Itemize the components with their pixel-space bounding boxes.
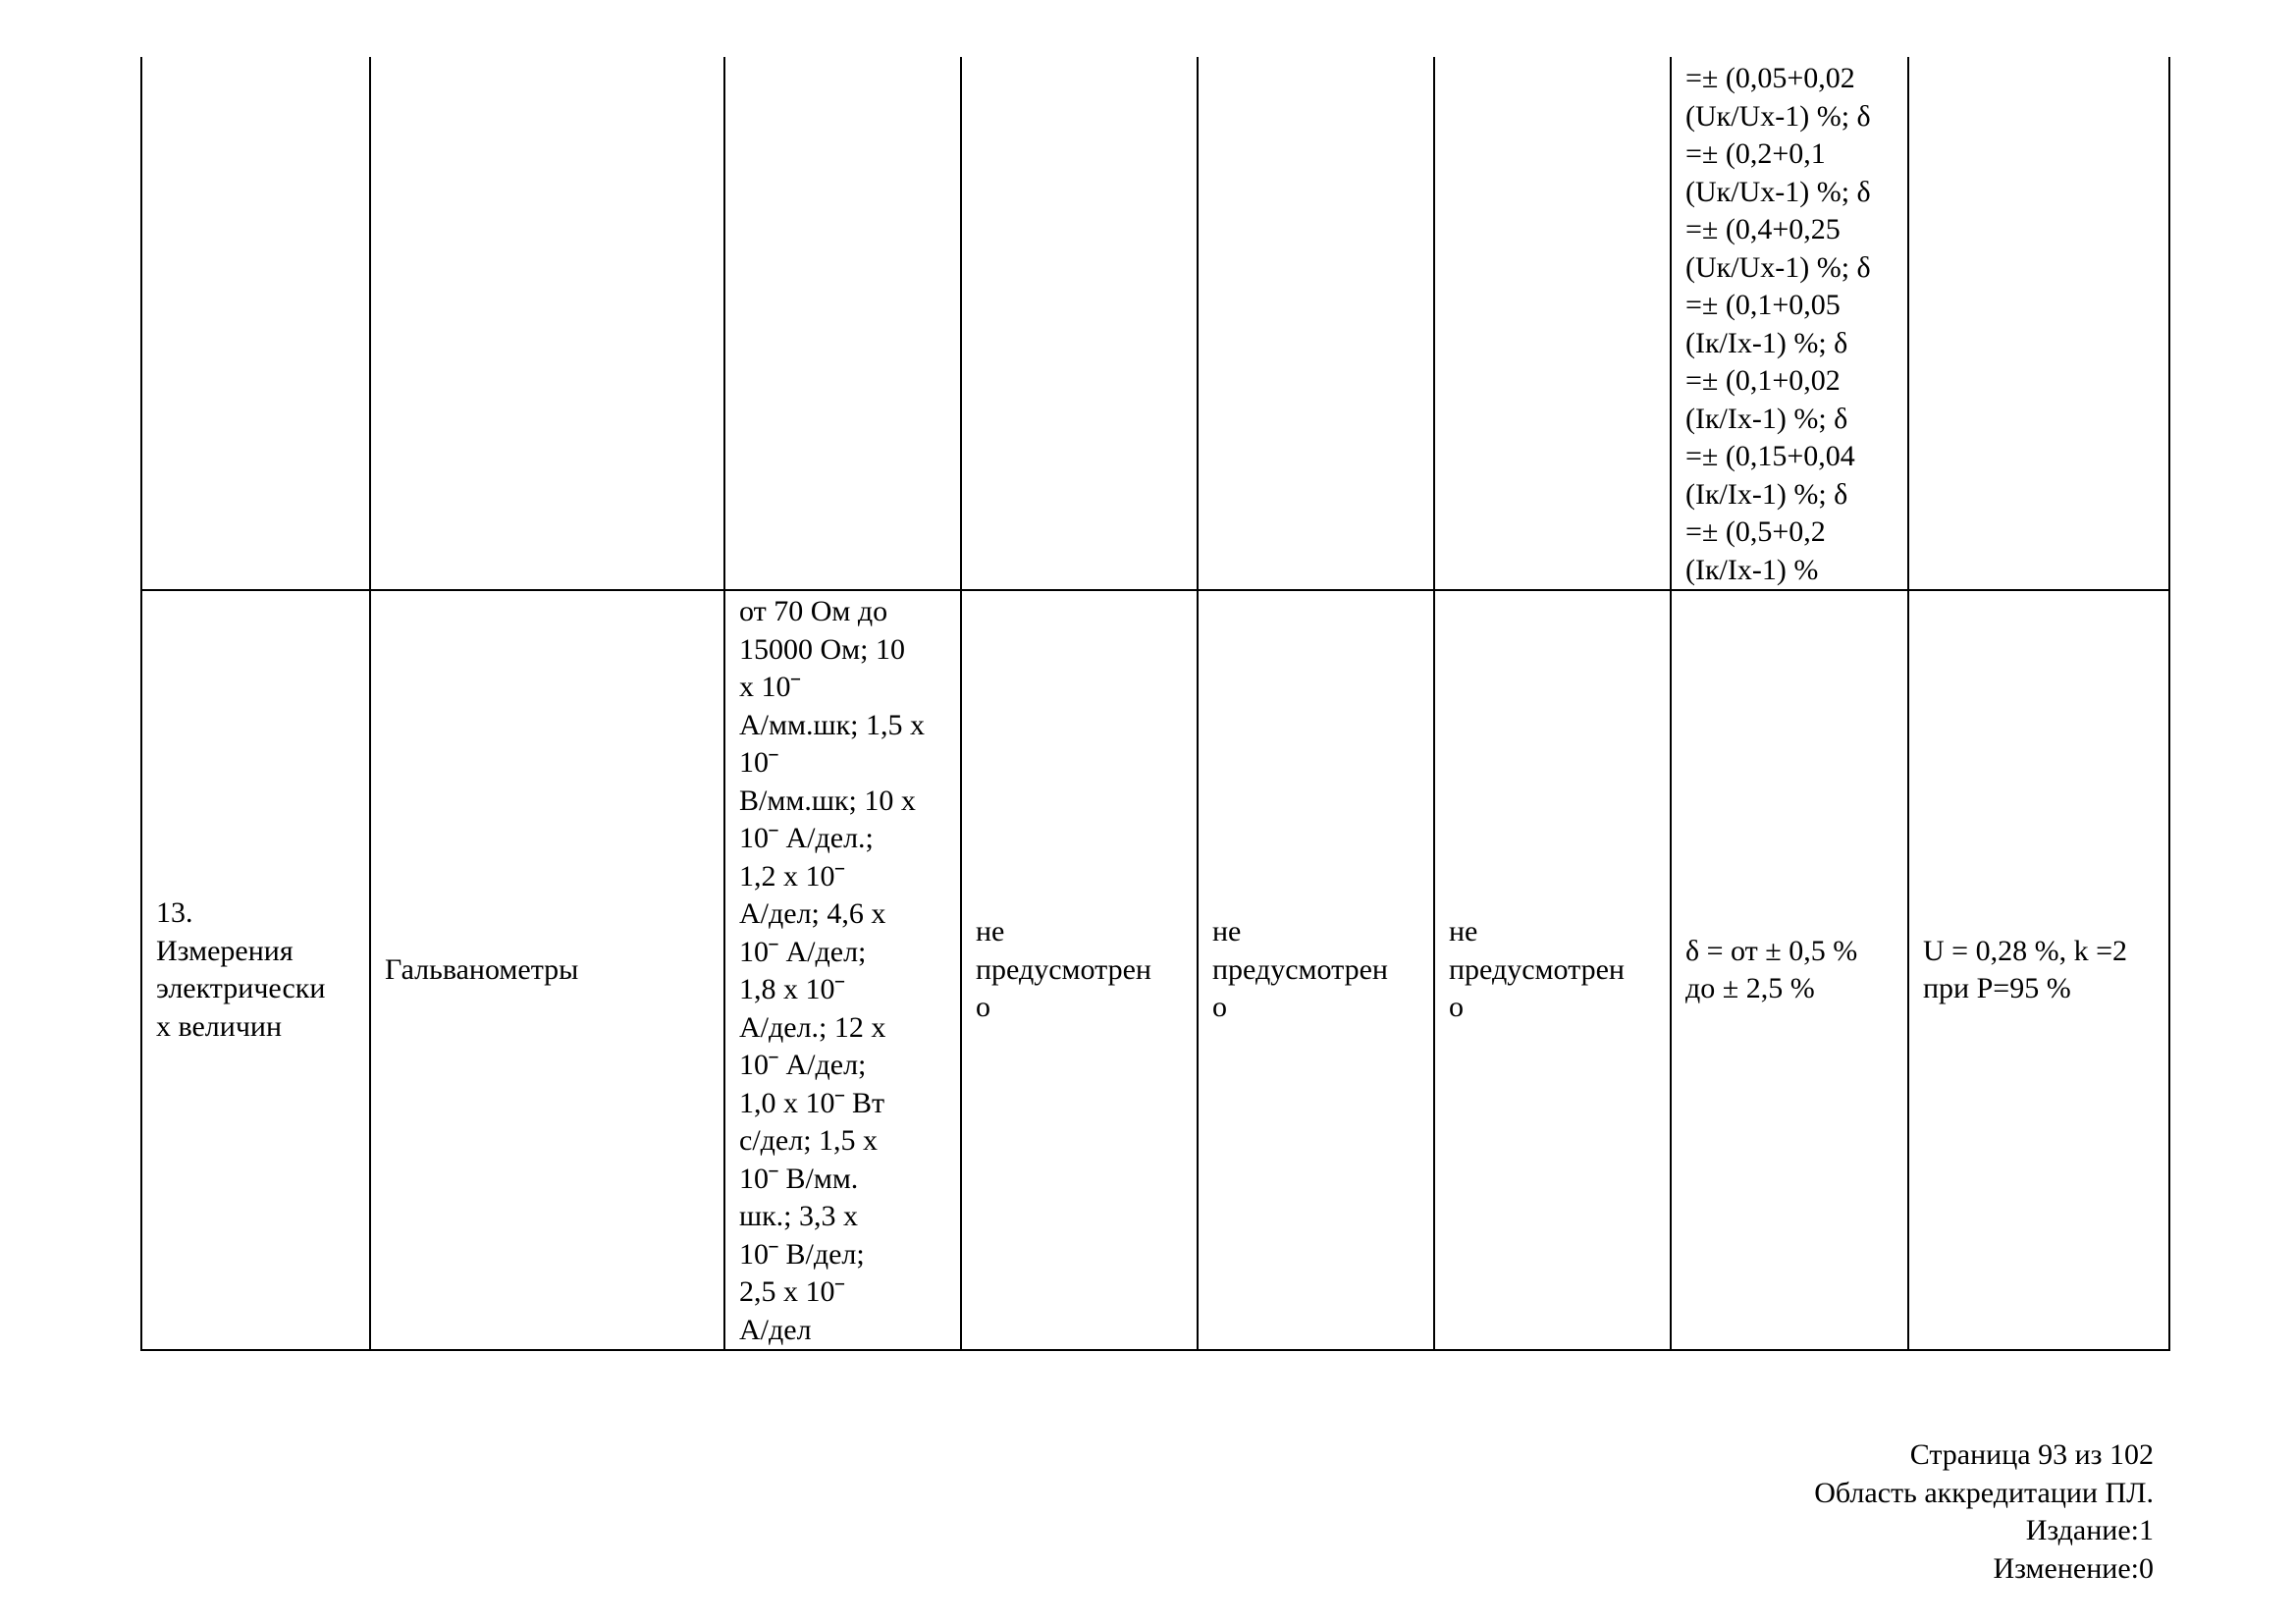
- accreditation-table: [140, 57, 2170, 1351]
- table-row-13: [141, 590, 2169, 1350]
- table-cell-not-provided-2: [1198, 590, 1434, 1350]
- uncertainty-formulas: =± (0,05+0,02 (Uк/Uх-1) %; δ =± (0,2+0,1 (Uк/Uх-1) %; δ =± (0,4+0,25 (Uк/Uх-1) %; δ =± (0,1+0,05 (Iк/Iх-1) %; δ =± (0,1+0,02 (Iк/Iх-1) %; δ =± (0,15+0,04 (Iк/Iх-1) %; δ =± (0,5+0,2 (Iк/Iх-1) %: [1685, 62, 1871, 586]
- table-cell-not-provided-3: [1434, 590, 1671, 1350]
- revision: Изменение:0: [1993, 1551, 2154, 1585]
- table-cell-accuracy: [1671, 590, 1908, 1350]
- table-cell: [961, 57, 1198, 590]
- accreditation-scope: Область аккредитации ПЛ.: [1814, 1476, 2154, 1509]
- uncertainty-text: U = 0,28 %, k =2 при P=95 %: [1923, 934, 2127, 1004]
- table-cell-measurement-type: [141, 590, 370, 1350]
- instrument-text: Гальванометры: [385, 952, 579, 986]
- not-provided-text: не предусмотрен о: [1212, 915, 1388, 1024]
- table-cell-uncertainty: [1908, 590, 2169, 1350]
- table-cell: [1908, 57, 2169, 590]
- ranges-text: от 70 Ом до 15000 Ом; 10 х 10ˉ А/мм.шк; 1,5 х 10ˉ В/мм.шк; 10 х 10ˉ А/дел.; 1,2 х 10ˉ А/дел; 4,6 х 10ˉ А/дел; 1,8 х 10ˉ А/дел.; 12 х 10ˉ А/дел; 1,0 х 10ˉ Вт с/дел; 1,5 х 10ˉ В/мм. шк.; 3,3 х 10ˉ В/дел; 2,5 х 10ˉ А/дел: [739, 595, 925, 1346]
- page-footer: [1814, 1436, 2154, 1588]
- table-cell-instrument: [370, 590, 724, 1350]
- table-cell: [724, 57, 961, 590]
- table-cell: [141, 57, 370, 590]
- measurement-type-text: 13. Измерения электрически х величин: [156, 896, 326, 1043]
- accuracy-text: δ = от ± 0,5 % до ± 2,5 %: [1685, 934, 1858, 1004]
- page-number: Страница 93 из 102: [1909, 1438, 2154, 1471]
- table-cell: [370, 57, 724, 590]
- table-cell-ranges: [724, 590, 961, 1350]
- edition: Издание:1: [2025, 1514, 2154, 1546]
- not-provided-text: не предусмотрен о: [1449, 915, 1625, 1024]
- not-provided-text: не предусмотрен о: [976, 915, 1151, 1024]
- table-row-continued: [141, 57, 2169, 590]
- table-cell: [1198, 57, 1434, 590]
- table-cell: [1434, 57, 1671, 590]
- table-cell-uncertainty-continued: [1671, 57, 1908, 590]
- table-cell-not-provided-1: [961, 590, 1198, 1350]
